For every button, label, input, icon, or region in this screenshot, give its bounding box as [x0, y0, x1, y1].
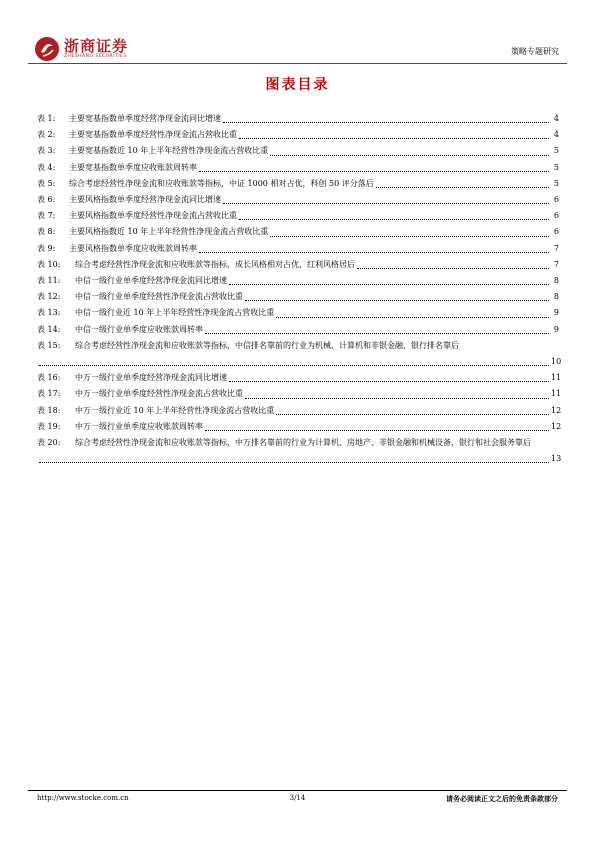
- report-type: 策略专题研究: [511, 47, 559, 56]
- toc-leader-dots: [276, 414, 549, 415]
- toc-entry-text: 综合考虑经营性净现金流和应收账款等指标，中证 1000 相对占优，科创 50 评分落后: [69, 178, 374, 188]
- toc-entry-page: 12: [551, 405, 562, 415]
- logo-english-name: ZHESHANG SECURITIES: [64, 54, 127, 59]
- toc-leader-dots: [276, 317, 549, 318]
- toc-leader-dots: [199, 171, 549, 172]
- toc-entry-page: 4: [553, 114, 559, 123]
- toc-entry-text: 中万一级行业单季度应收账款周转率: [75, 421, 203, 431]
- logo-mark-icon: [34, 36, 60, 62]
- toc-leader-dots: [239, 138, 549, 139]
- toc-entry[interactable]: [37, 322, 559, 338]
- toc-leader-dots: [229, 284, 549, 285]
- toc-leader-dots: [245, 300, 549, 301]
- toc-leader-dots: [270, 155, 549, 156]
- toc-entry[interactable]: [37, 127, 559, 143]
- toc-entry-label: 表 4:: [37, 162, 56, 172]
- toc-leader-dots: [376, 187, 549, 188]
- toc-entry[interactable]: [37, 435, 562, 467]
- toc-entry-text: 主要风格指数近 10 年上半年经营性净现金流占营收比重: [69, 227, 269, 237]
- toc-entry[interactable]: [37, 386, 562, 402]
- toc-entry-label: 表 7:: [37, 211, 56, 221]
- toc-leader-dots: [223, 122, 549, 123]
- toc-entry-text: 主要风格指数单季度应收账款周转率: [69, 243, 197, 253]
- toc-entry[interactable]: [37, 160, 559, 176]
- toc-entry-page: 6: [553, 195, 559, 205]
- toc-entry-page: 5: [553, 146, 559, 156]
- toc-entry-page: 11: [551, 373, 562, 383]
- toc-entry-text: 中万一级行业单季度经营净现金流同比增速: [75, 373, 227, 383]
- toc-entry-page: 8: [553, 276, 559, 286]
- toc-entry-label: 表 12:: [37, 292, 61, 302]
- toc-entry[interactable]: [37, 257, 559, 273]
- logo-chinese-name: 浙商证券: [64, 37, 129, 55]
- toc-entry[interactable]: [37, 403, 562, 419]
- toc-entry-page: 6: [553, 211, 559, 221]
- toc-entry-text: 主要宽基指数近 10 年上半年经营性净现金流占营收比重: [69, 146, 269, 156]
- toc-entry[interactable]: [37, 241, 559, 257]
- footer-page-number: 3/14: [289, 794, 306, 802]
- toc-entry-label: 表 13:: [37, 308, 61, 318]
- toc-entry[interactable]: [37, 224, 559, 240]
- toc-leader-dots: [205, 333, 549, 334]
- toc-entry[interactable]: [37, 111, 559, 127]
- toc-entry-text: 中信一级行业近 10 年上半年经营性净现金流占营收比重: [75, 308, 275, 318]
- toc-entry-label: 表 5:: [37, 178, 56, 188]
- toc-entry-text: 综合考虑经营性净现金流和应收账款等指标，中信排名靠前的行业为机械、计算机和非银金融，银行排名靠后: [75, 340, 459, 350]
- toc-entry-text: 中信一级行业单季度经营净现金流同比增速: [75, 276, 227, 286]
- toc-entry-page: 7: [553, 259, 559, 269]
- toc-entry-page: 5: [553, 178, 559, 188]
- toc-entry-text: 中信一级行业单季度经营性净现金流占营收比重: [75, 292, 243, 302]
- toc-leader-dots: [205, 430, 549, 431]
- toc-entry[interactable]: [37, 338, 562, 370]
- toc-entry-page: 5: [553, 162, 559, 172]
- toc-entry-label: 表 3:: [37, 146, 56, 156]
- toc-leader-dots: [39, 365, 549, 366]
- toc-entry[interactable]: [37, 289, 559, 305]
- toc-entry-page: 13: [551, 454, 562, 464]
- toc-entry-page: 6: [553, 227, 559, 237]
- toc-entry-label: 表 10:: [37, 259, 61, 269]
- toc-entry-page: 9: [553, 324, 559, 334]
- toc-entry-text: 综合考虑经营性净现金流和应收账款等指标，中万排名靠前的行业为计算机、房地产、非银金融和机械设备，银行和社会服务靠后: [75, 438, 531, 448]
- toc-entry-page: 10: [551, 357, 562, 367]
- toc-entry-text: 中万一级行业单季度经营性净现金流占营收比重: [75, 389, 243, 399]
- toc-entry-label: 表 2:: [37, 130, 56, 140]
- toc-entry[interactable]: [37, 305, 559, 321]
- toc-entry-label: 表 16:: [37, 373, 61, 383]
- toc-entry-page: 11: [551, 389, 562, 399]
- toc-entry[interactable]: [37, 176, 559, 192]
- toc-entry-text: 综合考虑经营性净现金流和应收账款等指标，成长风格相对占优，红利风格居后: [75, 259, 355, 269]
- toc-leader-dots: [229, 381, 549, 382]
- toc-entry-page: 12: [551, 421, 562, 431]
- toc-leader-dots: [223, 203, 549, 204]
- toc-entry[interactable]: [37, 419, 562, 435]
- footer-divider: [28, 790, 567, 791]
- toc-entry-label: 表 14:: [37, 324, 61, 334]
- table-of-figures: [37, 111, 562, 467]
- toc-entry-label: 表 1:: [37, 114, 56, 123]
- toc-entry[interactable]: [37, 143, 559, 159]
- toc-entry-label: 表 20:: [37, 438, 61, 448]
- toc-entry-text: 主要宽基指数单季度应收账款周转率: [69, 162, 197, 172]
- toc-entry-text: 主要宽基指数单季度经营性净现金流占营收比重: [69, 130, 237, 140]
- toc-entry-label: 表 9:: [37, 243, 56, 253]
- toc-entry[interactable]: [37, 370, 562, 386]
- toc-title: 图表目录: [265, 77, 330, 93]
- toc-entry[interactable]: [37, 192, 559, 208]
- toc-leader-dots: [39, 462, 549, 463]
- toc-entry-page: 9: [553, 308, 559, 318]
- toc-leader-dots: [245, 398, 549, 399]
- toc-entry[interactable]: [37, 208, 559, 224]
- toc-leader-dots: [199, 252, 549, 253]
- page-header: [28, 36, 567, 62]
- toc-entry-label: 表 19:: [37, 421, 61, 431]
- toc-entry-label: 表 18:: [37, 405, 61, 415]
- toc-entry-text: 主要宽基指数单季度经营净现金流同比增速: [69, 114, 221, 123]
- toc-entry-label: 表 11:: [37, 276, 61, 286]
- toc-leader-dots: [239, 219, 549, 220]
- toc-entry-text: 主要风格指数单季度经营净现金流同比增速: [69, 195, 221, 205]
- header-divider: [28, 63, 567, 64]
- toc-entry-page: 4: [553, 130, 559, 140]
- toc-entry-label: 表 15:: [37, 340, 61, 350]
- toc-entry-label: 表 17:: [37, 389, 61, 399]
- toc-entry-label: 表 6:: [37, 195, 56, 205]
- toc-leader-dots: [270, 236, 549, 237]
- toc-entry[interactable]: [37, 273, 559, 289]
- toc-entry-page: 8: [553, 292, 559, 302]
- footer-disclaimer: 请务必阅读正文之后的免责条款部分: [446, 795, 558, 803]
- company-logo: [34, 36, 128, 62]
- toc-leader-dots: [357, 268, 549, 269]
- toc-entry-page: 7: [553, 243, 559, 253]
- toc-entry-label: 表 8:: [37, 227, 56, 237]
- footer-url[interactable]: http://www.stocke.com.cn: [37, 794, 129, 802]
- toc-entry-text: 主要风格指数单季度经营性净现金流占营收比重: [69, 211, 237, 221]
- toc-entry-text: 中信一级行业单季度应收账款周转率: [75, 324, 203, 334]
- toc-entry-text: 中万一级行业近 10 年上半年经营性净现金流占营收比重: [75, 405, 275, 415]
